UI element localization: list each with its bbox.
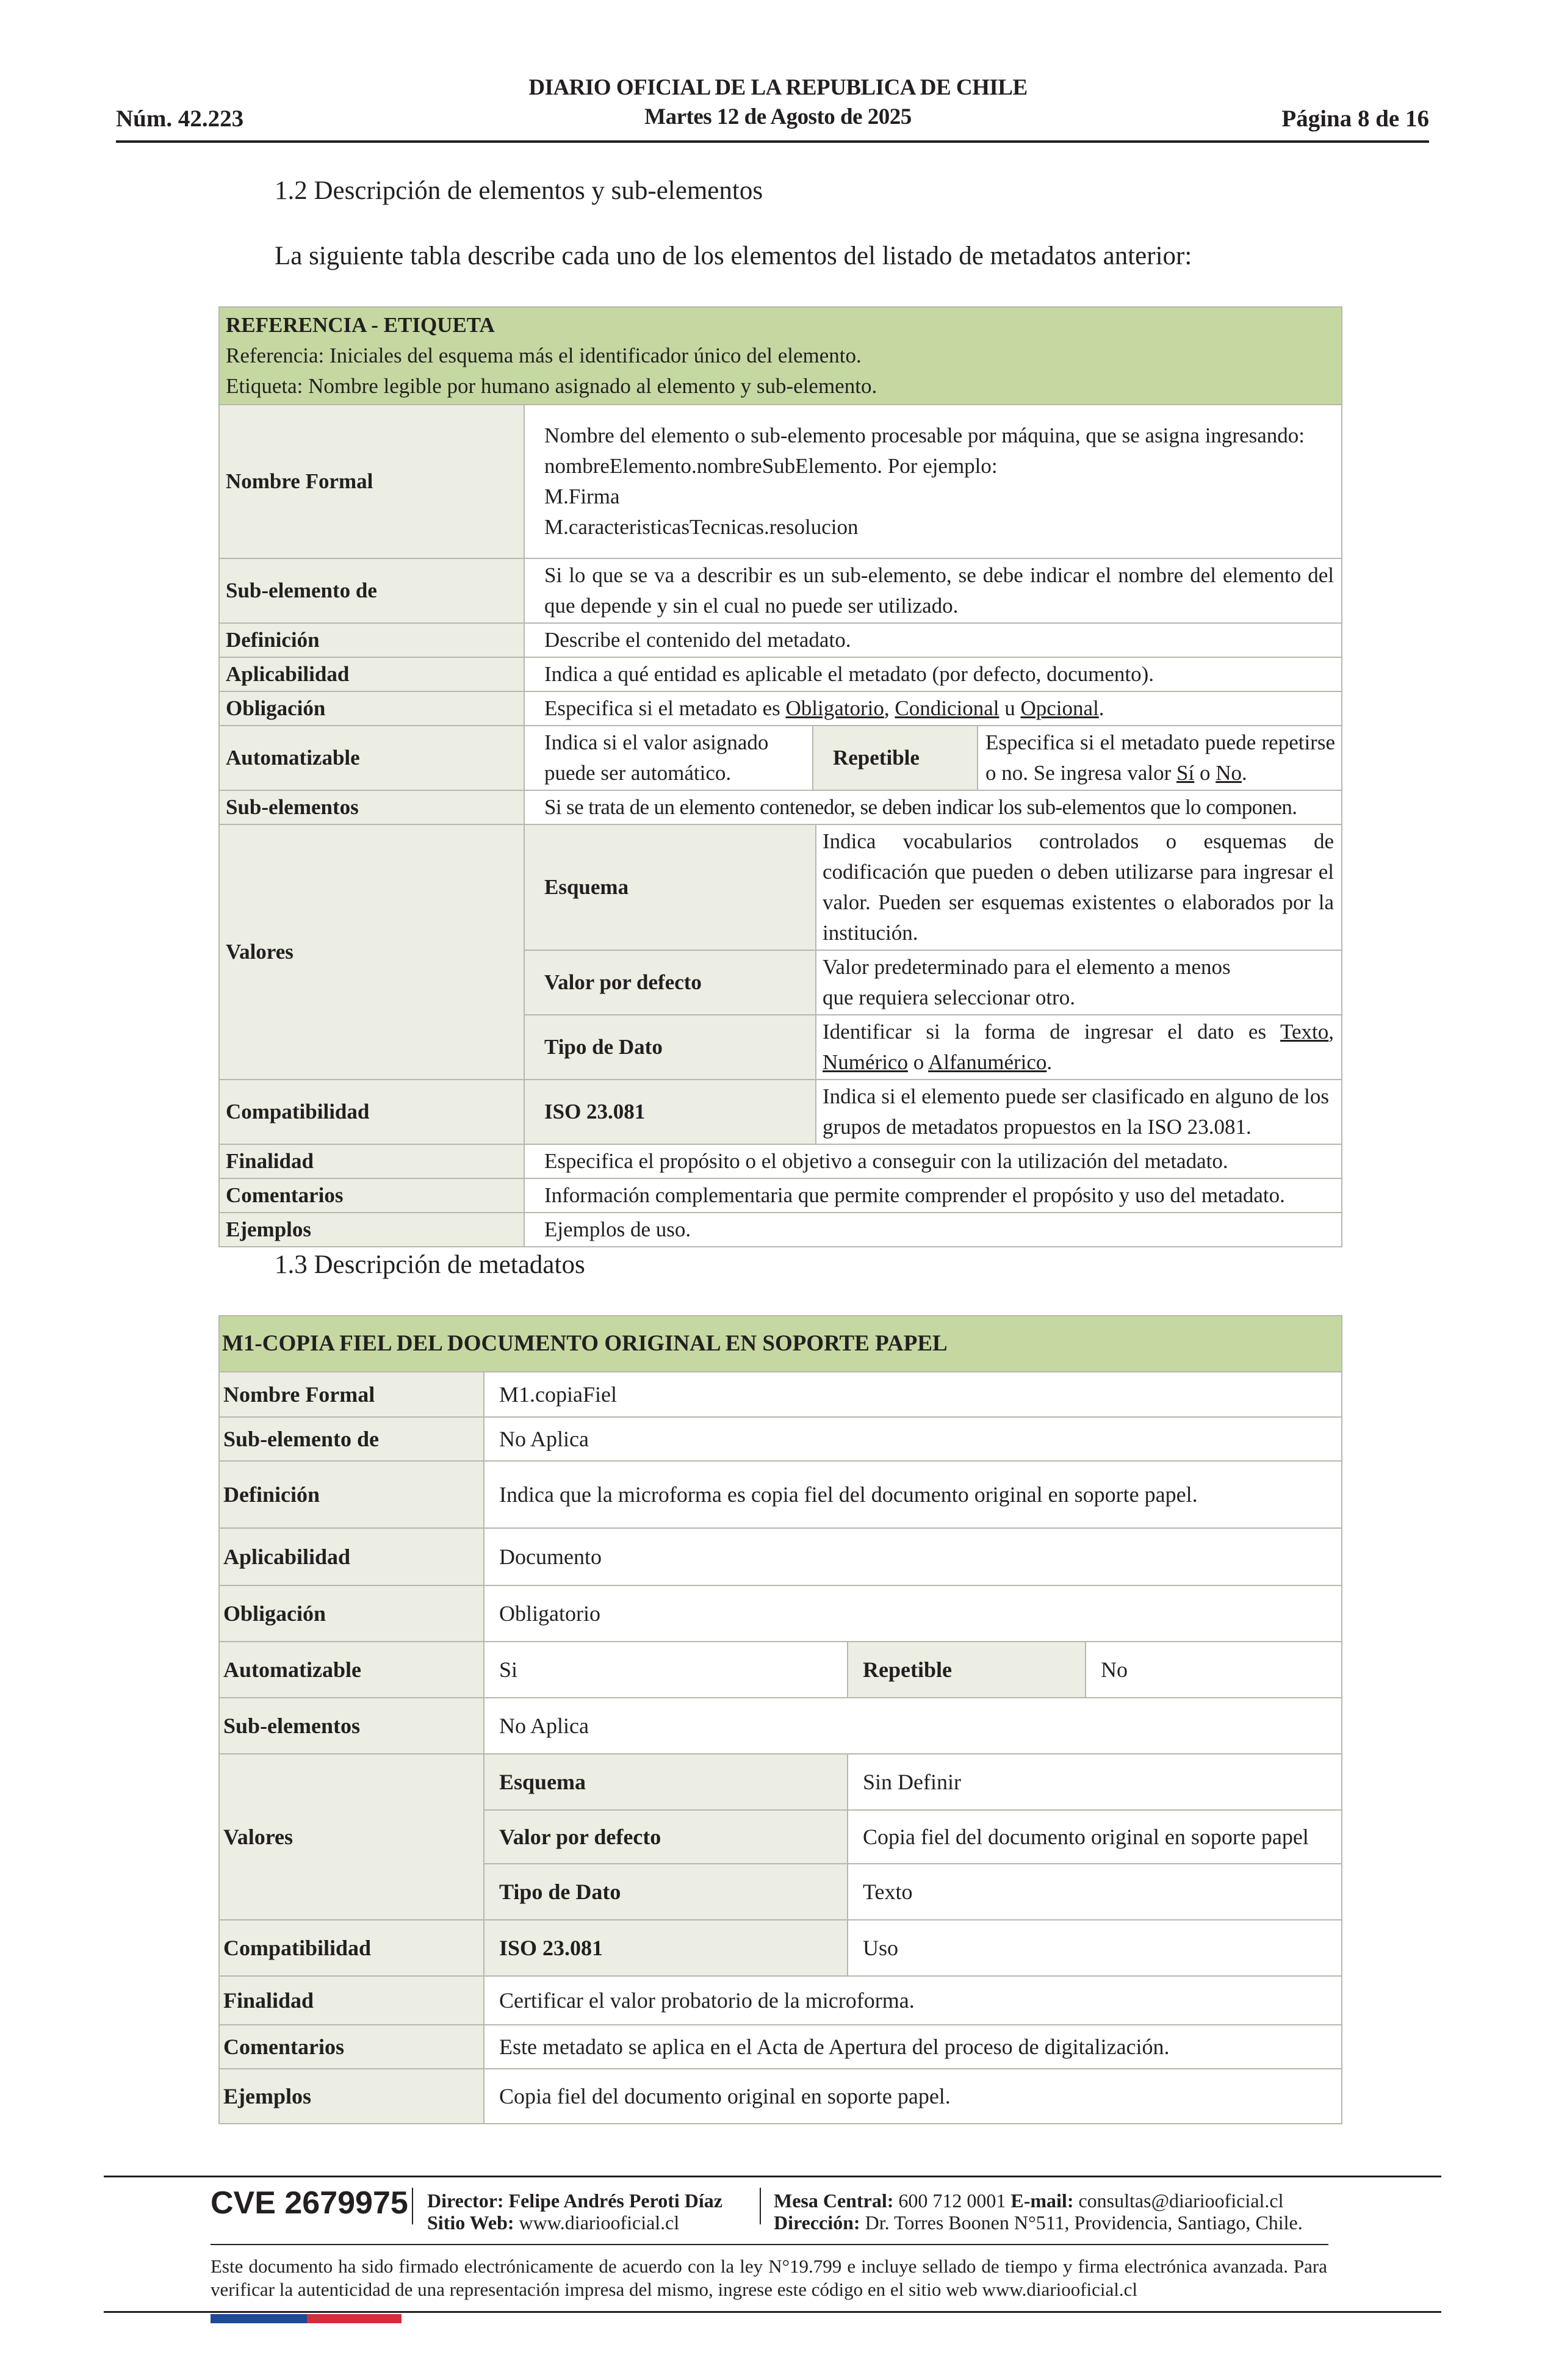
sub-label: ISO 23.081	[524, 1080, 816, 1144]
repetible-label: Repetible	[848, 1642, 1086, 1698]
repetible-value	[978, 726, 1342, 790]
section-title-1-3: 1.3 Descripción de metadatos	[275, 1250, 585, 1279]
sub-label: Esquema	[484, 1754, 848, 1810]
table-header-title: REFERENCIA - ETIQUETA	[226, 313, 495, 337]
row-label: Compatibilidad	[219, 1920, 484, 1976]
footer-separator	[412, 2188, 413, 2224]
table-row	[219, 1178, 1342, 1213]
value-line: M.caracteristicasTecnicas.resolucion	[544, 515, 859, 539]
option-no: No	[1216, 761, 1242, 785]
repetible-label: Repetible	[813, 726, 978, 790]
text: Identificar si la forma de ingresar el dato es	[823, 1020, 1267, 1044]
table-header-row	[219, 307, 1342, 405]
option-opcional: Opcional	[1020, 696, 1099, 720]
table-row	[219, 1920, 1342, 1976]
row-label: Finalidad	[219, 1976, 484, 2025]
header-divider	[116, 140, 1429, 143]
automatizable-subtable	[525, 726, 1342, 790]
option-condicional: Condicional	[895, 696, 1000, 720]
table-row	[219, 726, 1342, 790]
issue-date: Martes 12 de Agosto de 2025	[644, 104, 912, 129]
table-row	[219, 1528, 1342, 1585]
address-value: Dr. Torres Boonen N°511, Providencia, Santiago, Chile.	[865, 2212, 1303, 2234]
value-line: M.Firma	[544, 485, 620, 508]
row-value: Certificar el valor probatorio de la microforma.	[484, 1976, 1342, 2025]
table-row	[219, 824, 1342, 950]
sub-value: Texto	[848, 1864, 1342, 1920]
table-row	[219, 1585, 1342, 1642]
row-value: Si	[484, 1642, 848, 1698]
address-label: Dirección:	[774, 2212, 860, 2234]
row-label: Valores	[219, 1754, 484, 1920]
section-title-1-2: 1.2 Descripción de elementos y sub-elementos	[275, 176, 763, 205]
table-row	[219, 2069, 1342, 2124]
table-row	[219, 2025, 1342, 2069]
footer-divider	[104, 2311, 1441, 2313]
text: Especifica si el metadato puede repetirse o no. Se ingresa valor	[985, 730, 1335, 785]
sub-value: Sin Definir	[848, 1754, 1342, 1810]
option-texto: Texto	[1280, 1020, 1329, 1044]
flag-stripe-red	[307, 2314, 402, 2323]
row-value	[524, 691, 1342, 726]
director-name: Felipe Andrés Peroti Díaz	[508, 2190, 722, 2212]
email-label: E-mail:	[1010, 2190, 1074, 2212]
row-label: Nombre Formal	[219, 1372, 484, 1417]
row-label: Automatizable	[219, 1642, 484, 1698]
option-alfanumerico: Alfanumérico	[928, 1050, 1047, 1074]
row-value: Obligatorio	[484, 1585, 1342, 1642]
row-value	[524, 405, 1342, 558]
row-label: Ejemplos	[219, 2069, 484, 2124]
sub-value: Uso	[848, 1920, 1342, 1976]
row-label: Automatizable	[219, 726, 524, 790]
row-value: Información complementaria que permite comprender el propósito y uso del metadato.	[524, 1178, 1342, 1213]
footer-contact-block	[774, 2190, 1303, 2234]
row-value: Describe el contenido del metadato.	[524, 623, 1342, 657]
footer-director-block	[427, 2190, 722, 2234]
table-row	[219, 691, 1342, 726]
table-row	[219, 1213, 1342, 1247]
table-row	[219, 1642, 1342, 1698]
table-row	[219, 790, 1342, 824]
footer-divider	[104, 2176, 1441, 2177]
text: u	[1004, 696, 1015, 720]
table-row	[219, 1144, 1342, 1178]
sub-label: Tipo de Dato	[484, 1864, 848, 1920]
newspaper-title: DIARIO OFICIAL DE LA REPUBLICA DE CHILE	[528, 75, 1028, 100]
row-label: Definición	[219, 1461, 484, 1528]
table-row	[219, 1754, 1342, 1810]
table-row	[219, 1976, 1342, 2025]
row-label: Aplicabilidad	[219, 657, 524, 691]
table-header-row	[219, 1316, 1342, 1372]
row-value: Si se trata de un elemento contenedor, se deben indicar los sub-elementos que lo componen.	[524, 790, 1342, 824]
row-label: Aplicabilidad	[219, 1528, 484, 1585]
director-label: Director:	[427, 2190, 504, 2212]
row-label: Sub-elemento de	[219, 558, 524, 623]
footer-divider	[211, 2244, 1328, 2245]
table-header-etiqueta: Etiqueta: Nombre legible por humano asignado al elemento y sub-elemento.	[226, 374, 877, 398]
row-value: Copia fiel del documento original en soporte papel.	[484, 2069, 1342, 2124]
table-header-referencia: Referencia: Iniciales del esquema más el identificador único del elemento.	[226, 344, 862, 367]
text: o	[913, 1050, 924, 1074]
option-numerico: Numérico	[823, 1050, 908, 1074]
flag-stripe-blue	[211, 2314, 307, 2323]
table-row	[219, 1461, 1342, 1528]
footer-separator	[760, 2188, 761, 2224]
row-value: Indica a qué entidad es aplicable el metadato (por defecto, documento).	[524, 657, 1342, 691]
row-value: Especifica el propósito o el objetivo a conseguir con la utilización del metadato.	[524, 1144, 1342, 1178]
row-value: Si lo que se va a describir es un sub-elemento, se debe indicar el nombre del elemento del que depende y sin el cual no puede ser utilizado.	[524, 558, 1342, 623]
row-label: Sub-elementos	[219, 790, 524, 824]
text: .	[1098, 696, 1104, 720]
row-label: Comentarios	[219, 2025, 484, 2069]
web-label: Sitio Web:	[427, 2212, 514, 2234]
web-link[interactable]: www.diariooficial.cl	[519, 2212, 680, 2234]
sub-value: Copia fiel del documento original en soporte papel	[848, 1810, 1342, 1864]
sub-value: Indica vocabularios controlados o esquemas de codificación que pueden o deben utilizarse para ingresar el valor. Pueden ser esquemas existentes o elaborados por la institución.	[816, 824, 1342, 950]
row-value: No Aplica	[484, 1417, 1342, 1461]
issue-number: Núm. 42.223	[116, 106, 244, 132]
sub-label: Valor por defecto	[484, 1810, 848, 1864]
table-row	[219, 1080, 1342, 1144]
metadata-table-m1	[218, 1315, 1342, 2124]
text: .	[1241, 761, 1247, 785]
sub-label: Esquema	[524, 824, 816, 950]
text: Especifica si el metadato es	[544, 696, 780, 720]
table-row	[219, 1698, 1342, 1754]
row-value: Ejemplos de uso.	[524, 1213, 1342, 1247]
table-row	[219, 558, 1342, 623]
row-value: Documento	[484, 1528, 1342, 1585]
automatizable-cell	[524, 726, 1342, 790]
row-label: Sub-elemento de	[219, 1417, 484, 1461]
repetible-value: No	[1086, 1642, 1342, 1698]
row-label: Valores	[219, 824, 524, 1080]
section-intro: La siguiente tabla describe cada uno de los elementos del listado de metadatos anterior:	[275, 242, 1192, 270]
table-header-title: M1-COPIA FIEL DEL DOCUMENTO ORIGINAL EN SOPORTE PAPEL	[219, 1316, 1342, 1372]
option-obligatorio: Obligatorio	[785, 696, 884, 720]
row-label: Sub-elementos	[219, 1698, 484, 1754]
sub-value: Indica si el elemento puede ser clasificado en alguno de los grupos de metadatos propuestos en la ISO 23.081.	[816, 1080, 1342, 1144]
reference-table	[218, 306, 1342, 1247]
row-value: M1.copiaFiel	[484, 1372, 1342, 1417]
mesa-label: Mesa Central:	[774, 2190, 894, 2212]
automatizable-value: Indica si el valor asignado puede ser automático.	[525, 726, 813, 790]
text: .	[1046, 1050, 1053, 1074]
value-line: nombreElemento.nombreSubElemento. Por ejemplo:	[544, 454, 998, 478]
sub-label: Tipo de Dato	[524, 1015, 816, 1080]
row-label: Compatibilidad	[219, 1080, 524, 1144]
sub-label: Valor por defecto	[524, 950, 816, 1015]
email-link[interactable]: consultas@diariooficial.cl	[1078, 2190, 1284, 2212]
mesa-phone: 600 712 0001	[898, 2190, 1006, 2212]
row-value: No Aplica	[484, 1698, 1342, 1754]
table-row	[219, 657, 1342, 691]
text: ,	[884, 696, 890, 720]
row-value: Indica que la microforma es copia fiel del documento original en soporte papel.	[484, 1461, 1342, 1528]
text: ,	[1328, 1020, 1334, 1044]
value-line: Nombre del elemento o sub-elemento procesable por máquina, que se asigna ingresando:	[544, 424, 1305, 447]
sub-value	[816, 1015, 1342, 1080]
sub-label: ISO 23.081	[484, 1920, 848, 1976]
option-si: Sí	[1176, 761, 1195, 785]
text: o	[1199, 761, 1211, 785]
row-value: Este metadato se aplica en el Acta de Apertura del proceso de digitalización.	[484, 2025, 1342, 2069]
row-label: Obligación	[219, 1585, 484, 1642]
table-row	[219, 405, 1342, 558]
row-label: Nombre Formal	[219, 405, 524, 558]
cve-code: CVE 2679975	[211, 2185, 408, 2221]
legal-notice: Este documento ha sido firmado electrónicamente de acuerdo con la ley N°19.799 e incluye sellado de tiempo y firma electrónica avanzada. Para verificar la autenticidad de una representación impresa del mismo, ingrese este código en el sitio web www.diariooficial.cl	[211, 2256, 1327, 2300]
table-row	[219, 623, 1342, 657]
table-row	[219, 1372, 1342, 1417]
row-label: Ejemplos	[219, 1213, 524, 1247]
page-number: Página 8 de 16	[1281, 106, 1429, 132]
row-label: Comentarios	[219, 1178, 524, 1213]
table-row	[219, 1417, 1342, 1461]
row-label: Finalidad	[219, 1144, 524, 1178]
sub-value: Valor predeterminado para el elemento a menos que requiera seleccionar otro.	[816, 950, 1342, 1015]
row-label: Definición	[219, 623, 524, 657]
row-label: Obligación	[219, 691, 524, 726]
